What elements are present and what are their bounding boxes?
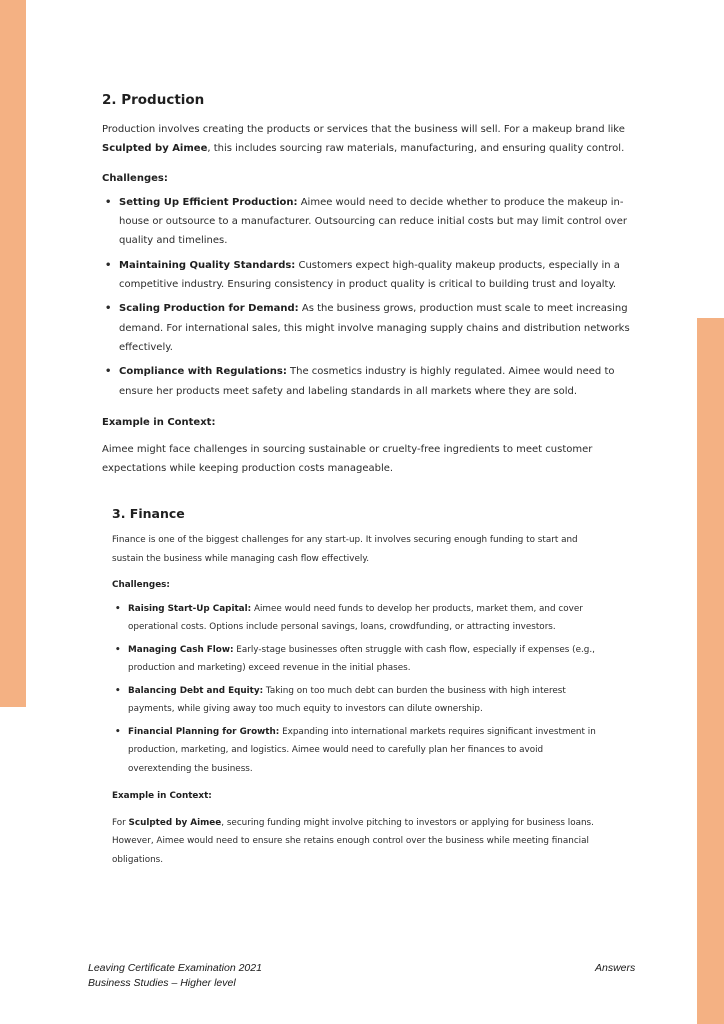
list-item: [112, 600, 602, 637]
finance-section: [112, 505, 602, 869]
footer-exam-title: Leaving Certificate Examination 2021: [88, 962, 262, 974]
left-accent-bar: [0, 0, 26, 707]
production-section: [102, 90, 632, 479]
list-item: [112, 641, 602, 678]
item-title: Financial Planning for Growth:: [128, 726, 280, 737]
item-text: Expanding into international markets requires significant investment in production, marketing, and logistics. Aimee would need to carefully plan her finances to avoid overextending the business.: [128, 726, 596, 774]
finance-example-text-1: For: [112, 817, 129, 828]
finance-example-text: [112, 814, 602, 870]
production-example-text: Aimee might face challenges in sourcing sustainable or cruelty-free ingredients to meet customer expectations while keeping production costs manageable.: [102, 444, 593, 475]
bullet-icon: •: [105, 259, 112, 271]
item-text: Aimee would need to decide whether to produce the makeup in-house or outsource to a manufacturer. Outsourcing can reduce initial costs but may limit control over quality and timelines.: [119, 196, 627, 247]
production-example-label: Example in Context:: [102, 416, 216, 428]
item-title: Balancing Debt and Equity:: [128, 685, 264, 696]
production-intro-text-2: , this includes sourcing raw materials, manufacturing, and ensuring quality control.: [207, 143, 625, 155]
bullet-icon: •: [115, 644, 121, 655]
item-text: Customers expect high-quality makeup products, especially in a competitive industry. Ensuring consistency in product quality is critical to building trust and loyalty.: [119, 259, 620, 291]
brand-name: Sculpted by Aimee: [128, 817, 222, 828]
item-text: Aimee would need funds to develop her products, market them, and cover operational costs. Options include personal savings, loans, crowdfunding, or attracting investors.: [128, 603, 583, 632]
footer-answers-label: Answers: [595, 962, 636, 974]
right-accent-bar: [697, 318, 724, 1024]
bullet-icon: •: [115, 726, 121, 737]
list-item: [112, 723, 602, 779]
finance-challenges-label: Challenges:: [112, 580, 170, 590]
bullet-icon: •: [105, 366, 112, 378]
item-title: Maintaining Quality Standards:: [119, 259, 296, 271]
footer-exam-info: [88, 961, 262, 991]
brand-name: Sculpted by Aimee: [102, 143, 208, 155]
production-challenges-label: Challenges:: [102, 172, 168, 184]
item-text: As the business grows, production must scale to meet increasing demand. For international sales, this might involve managing supply chains and distribution networks effectively.: [119, 303, 630, 353]
item-text: The cosmetics industry is highly regulated. Aimee would need to ensure her products meet safety and labeling standards in all markets where they are sold.: [119, 366, 615, 397]
list-item: [102, 256, 632, 295]
list-item: [102, 193, 632, 251]
footer-subject-level: Business Studies – Higher level: [88, 977, 236, 989]
finance-challenges-list: [112, 600, 602, 779]
item-title: Setting Up Efficient Production:: [119, 196, 298, 208]
item-title: Scaling Production for Demand:: [119, 303, 299, 315]
item-title: Compliance with Regulations:: [119, 366, 287, 378]
item-text: Early-stage businesses often struggle with cash flow, especially if expenses (e.g., production and marketing) exceed revenue in the initial phases.: [128, 644, 595, 673]
bullet-icon: •: [105, 303, 112, 315]
finance-example-label: Example in Context:: [112, 791, 212, 801]
production-heading: 2. Production: [102, 92, 205, 108]
list-item: [102, 299, 632, 357]
item-title: Managing Cash Flow:: [128, 644, 234, 655]
production-intro: [102, 120, 632, 159]
item-title: Raising Start-Up Capital:: [128, 603, 252, 614]
list-item: [102, 362, 632, 401]
finance-example-text-2: , securing funding might involve pitching to investors or applying for business loans. However, Aimee would need to ensure she retains enough control over the business while meeting financial obligations.: [112, 817, 594, 865]
finance-intro: Finance is one of the biggest challenges for any start-up. It involves securing enough funding to start and sustain the business while managing cash flow effectively.: [112, 535, 578, 564]
production-challenges-list: [102, 193, 632, 401]
finance-heading: 3. Finance: [112, 506, 185, 521]
item-text: Taking on too much debt can burden the business with high interest payments, while giving away too much equity to investors can dilute ownership.: [128, 685, 566, 714]
bullet-icon: •: [115, 685, 121, 696]
list-item: [112, 682, 602, 719]
production-intro-text: Production involves creating the products or services that the business will sell. For a makeup brand like: [102, 124, 625, 135]
bullet-icon: •: [105, 196, 112, 208]
bullet-icon: •: [115, 603, 121, 614]
